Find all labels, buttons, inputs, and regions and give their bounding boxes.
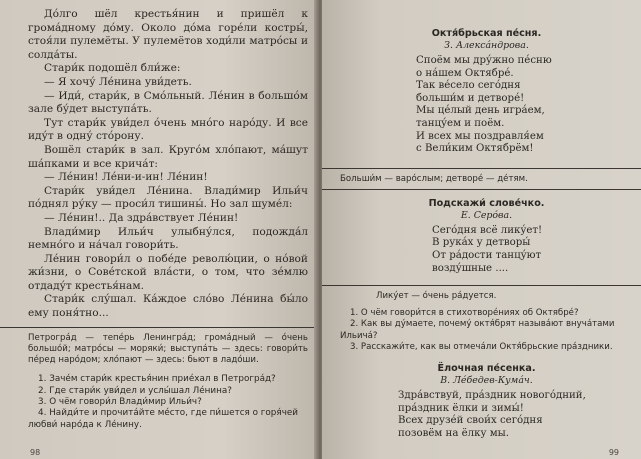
glossary: Лику́ет — о́чень ра́дуется. — [376, 291, 497, 302]
poem-title: Ёлочная пе́сенка. — [437, 362, 536, 374]
poem-title: Октя́брьская пе́сня. — [431, 28, 542, 39]
question-list — [340, 308, 633, 353]
story-paragraph: — Иди́, стари́к, в Смо́льный. Ле́нин в большо́м зале бу́дет выступа́ть. — [28, 89, 308, 116]
poem-author: Е. Серо́ва. — [460, 209, 513, 221]
poem-author: З. Алекса́ндрова. — [444, 40, 529, 51]
story-paragraph: Стари́к подошёл бли́же: — [44, 62, 181, 75]
story-paragraph: — Ле́нин! Ле́ни-и-ин! Ле́нин! — [44, 171, 208, 184]
question-item: 4. Найди́те и прочита́йте ме́сто, где пи́шется о горя́чей любви́ наро́да к Ле́нину. — [28, 408, 299, 430]
story-paragraph: Вошёл стари́к в зал. Круго́м хло́пают, ма́шут ша́пками и все крича́т: — [28, 143, 308, 170]
poem-line: Здра́вствуй, пра́здник нового́дний, — [398, 389, 586, 401]
section-divider — [322, 285, 641, 286]
glossary: Петрогра́д — тепе́рь Ленингра́д; грома́дный — о́чень большо́й; матро́сы — моряки́; выступа́ть — здесь: говори́ть пе́ред наро́дом; хло́пают — здесь: бьют в ладо́ши. — [28, 332, 308, 366]
right-page — [322, 0, 641, 459]
question-item: 2. Как вы ду́маете, почему́ октя́брят называ́ют внуча́тами Ильича́? — [340, 319, 615, 341]
poem-line: позовём на ёлку мы. — [398, 427, 510, 439]
poem-line: Сего́дня всё лику́ет! — [432, 224, 543, 236]
story-paragraph: Влади́мир Ильи́ч улыбну́лся, подожда́л немно́го и на́чал говори́ть. — [28, 225, 308, 252]
poem-line: От ра́дости танцу́ют — [432, 249, 542, 261]
story-paragraph: — Ле́нин!.. Да здра́вствует Ле́нин! — [44, 211, 239, 224]
story-paragraph: Тут стари́к уви́дел о́чень мно́го наро́ду. И все иду́т в одну́ сто́рону. — [28, 116, 308, 143]
question-item: 1. Заче́м стари́к крестья́нин прие́хал в Петрогра́д? — [38, 374, 276, 385]
poem-line: пра́здник ёлки и зимы́! — [398, 402, 524, 414]
poem-line: о на́шем Октябре́. — [416, 67, 514, 79]
story-paragraph: Стари́к уви́дел Ле́нина. Влади́мир Ильи́ч по́днял ру́ку — проси́л тишины́. Но зал шуме́л: — [28, 184, 308, 211]
left-page — [0, 0, 318, 459]
question-item: 2. Где стари́к уви́дел и услы́шал Ле́нина? — [38, 385, 232, 396]
story-paragraph: Стари́к слу́шал. Ка́ждое сло́во Ле́нина бы́ло ему поня́тно... — [28, 293, 308, 320]
poem-line: больши́м и детворе́! — [416, 92, 525, 104]
poem-line: Мы це́лый день игра́ем, — [416, 105, 545, 117]
story-paragraph: — Я хочу́ Ле́нина уви́деть. — [44, 75, 192, 88]
poem-line: Споём мы дру́жно пе́сню — [416, 55, 552, 66]
section-divider — [322, 168, 641, 169]
poem-line: И всех мы поздравля́ем — [416, 130, 544, 142]
page-number: 98 — [30, 448, 41, 457]
poem-title: Подскажи́ слове́чко. — [428, 197, 545, 209]
poem-line: Всех друзе́й свои́х сего́дня — [398, 415, 543, 427]
poem-line: с Вели́ким Октябрём! — [416, 143, 534, 155]
question-item: 3. О чём говори́л Влади́мир Ильи́ч? — [38, 397, 202, 408]
poem-line: Так ве́село сего́дня — [416, 80, 521, 92]
story-text — [28, 8, 308, 321]
question-item: 1. О чём говори́тся в стихотворе́ниях об Октябре́? — [350, 308, 579, 319]
poem-line: В рука́х у детворы́ — [432, 237, 531, 249]
poem-line: танцу́ем и поём. — [416, 117, 505, 129]
poem-new-year — [340, 363, 633, 440]
poem-author: В. Ле́бедев-Кума́ч. — [440, 374, 533, 386]
poem-hint-word — [340, 198, 633, 275]
story-paragraph: Ле́нин говори́л о побе́де револю́ции, о но́вой жи́зни, о Сове́тской вла́сти, о том, что зе́млю отдаду́т крестья́нам. — [28, 252, 308, 292]
section-divider — [322, 189, 641, 190]
poem-line: возду́шные .... — [432, 262, 509, 274]
poem-october — [340, 28, 633, 156]
section-divider — [0, 327, 318, 328]
question-list — [28, 374, 308, 431]
page-number: 99 — [608, 448, 619, 457]
glossary: Больши́м — варо́слым; детворе́ — де́тям. — [340, 173, 528, 184]
question-item: 3. Расскажи́те, как вы отмеча́ли Октя́брьские пра́здники. — [350, 341, 613, 352]
story-paragraph: До́лго шёл крестья́нин и пришёл к грома́дному до́му. Около до́ма горе́ли костры́, стоя́ли пулемёты. У пулемётов ходи́ли матро́сы и солда́ты. — [28, 8, 308, 61]
